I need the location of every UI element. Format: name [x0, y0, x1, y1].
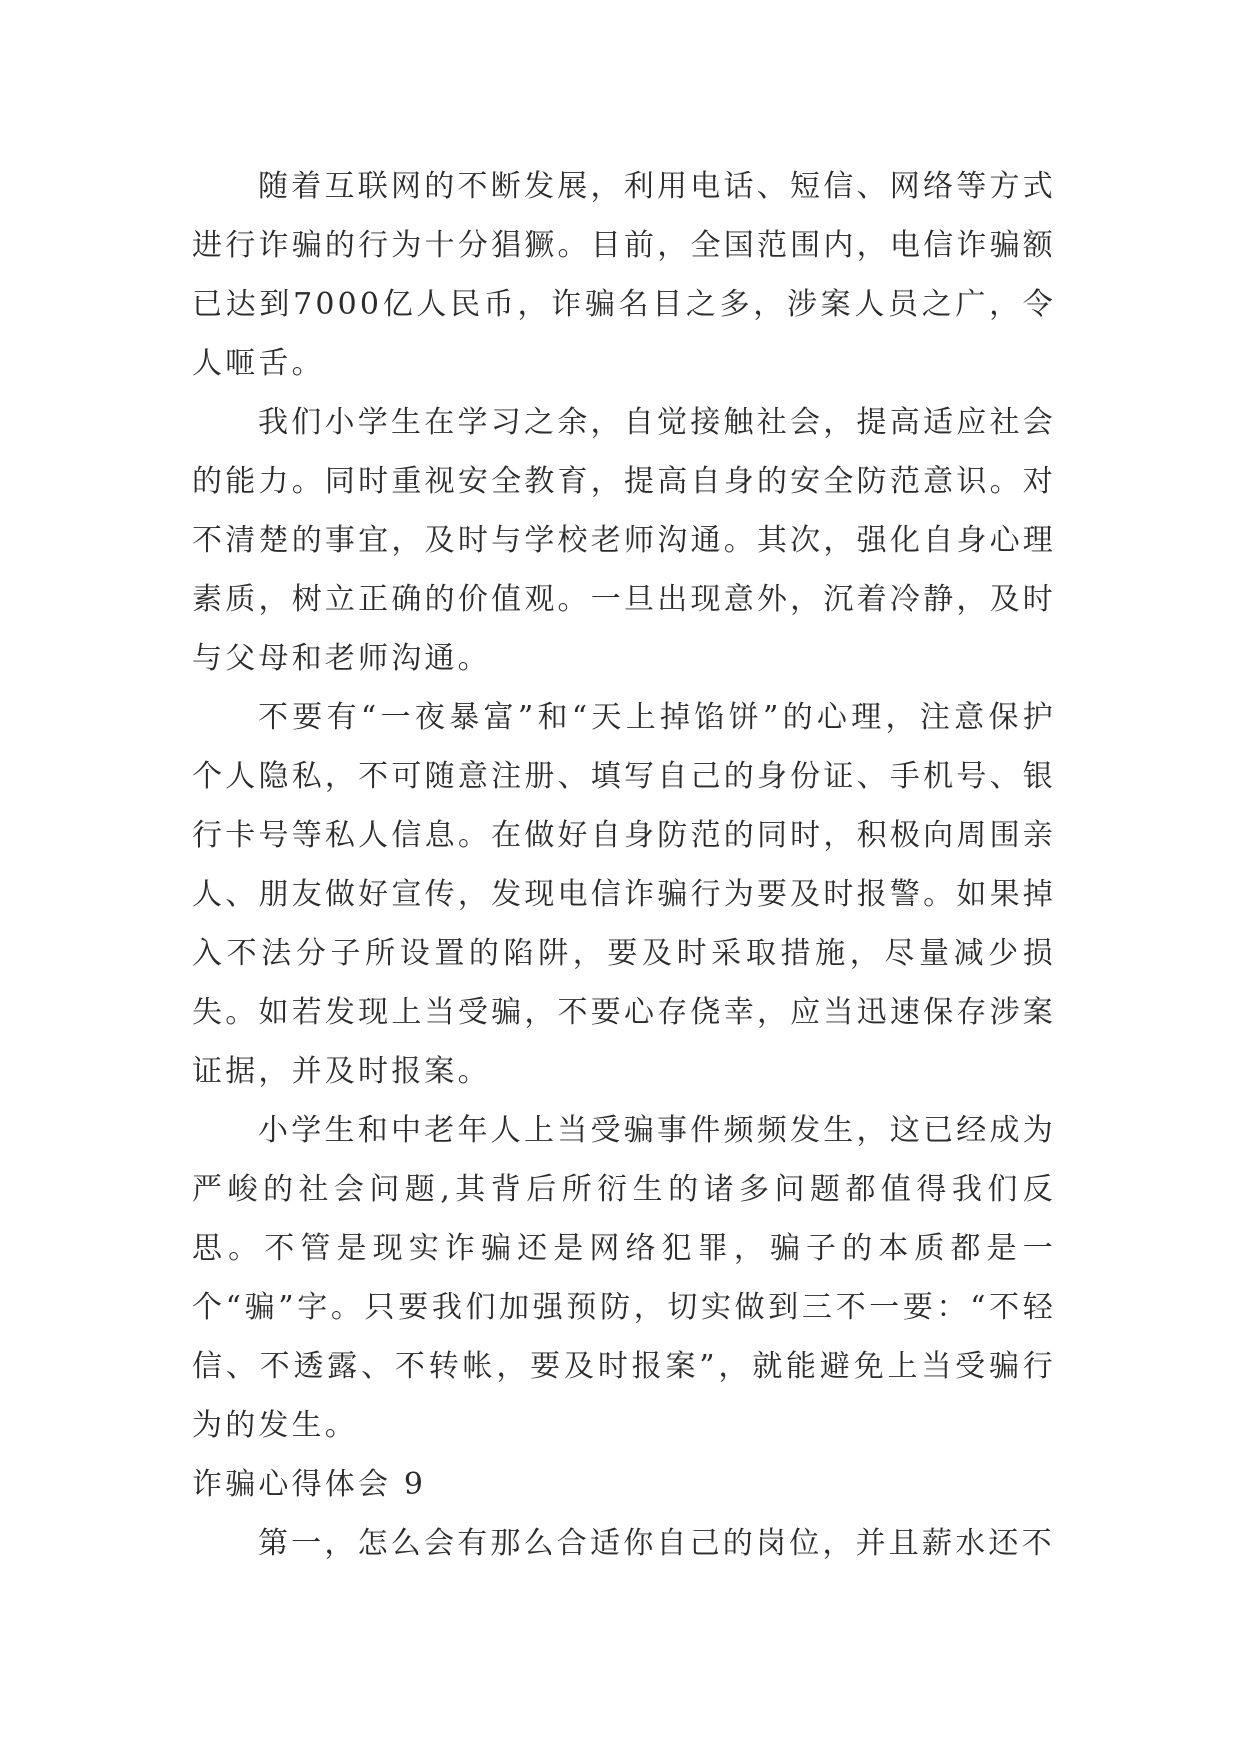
- paragraph-4: 小学生和中老年人上当受骗事件频频发生，这已经成为严峻的社会问题,其背后所衍生的诸多问题都值得我们反思。不管是现实诈骗还是网络犯罪，骗子的本质都是一个“骗”字。只要我们加强预防，切实做到三不一要：“不轻信、不透露、不转帐，要及时报案”，就能避免上当受骗行为的发生。: [192, 1113, 1056, 1443]
- paragraph-5: 第一，怎么会有那么合适你自己的岗位，并且薪水还不: [258, 1526, 1055, 1561]
- paragraph-3: 不要有“一夜暴富”和“天上掉馅饼”的心理，注意保护个人隐私，不可随意注册、填写自己的身份证、手机号、银行卡号等私人信息。在做好自身防范的同时，积极向周围亲人、朋友做好宣传，发现电信诈骗行为要及时报警。如果掉入不法分子所设置的陷阱，要及时采取措施，尽量减少损失。如若发现上当受骗，不要心存侥幸，应当迅速保存涉案证据，并及时报案。: [192, 700, 1056, 1089]
- paragraph-2: 我们小学生在学习之余，自觉接触社会，提高适应社会的能力。同时重视安全教育，提高自身的安全防范意识。对不清楚的事宜，及时与学校老师沟通。其次，强化自身心理素质，树立正确的价值观。一旦出现意外，沉着冷静，及时与父母和老师沟通。: [192, 405, 1056, 676]
- document-body: [192, 157, 1056, 1573]
- paragraph-1: 随着互联网的不断发展，利用电话、短信、网络等方式进行诈骗的行为十分猖獗。目前，全国范围内，电信诈骗额已达到7000亿人民币，诈骗名目之多，涉案人员之广，令人咂舌。: [192, 169, 1056, 381]
- section-heading: 诈骗心得体会 9: [192, 1467, 427, 1502]
